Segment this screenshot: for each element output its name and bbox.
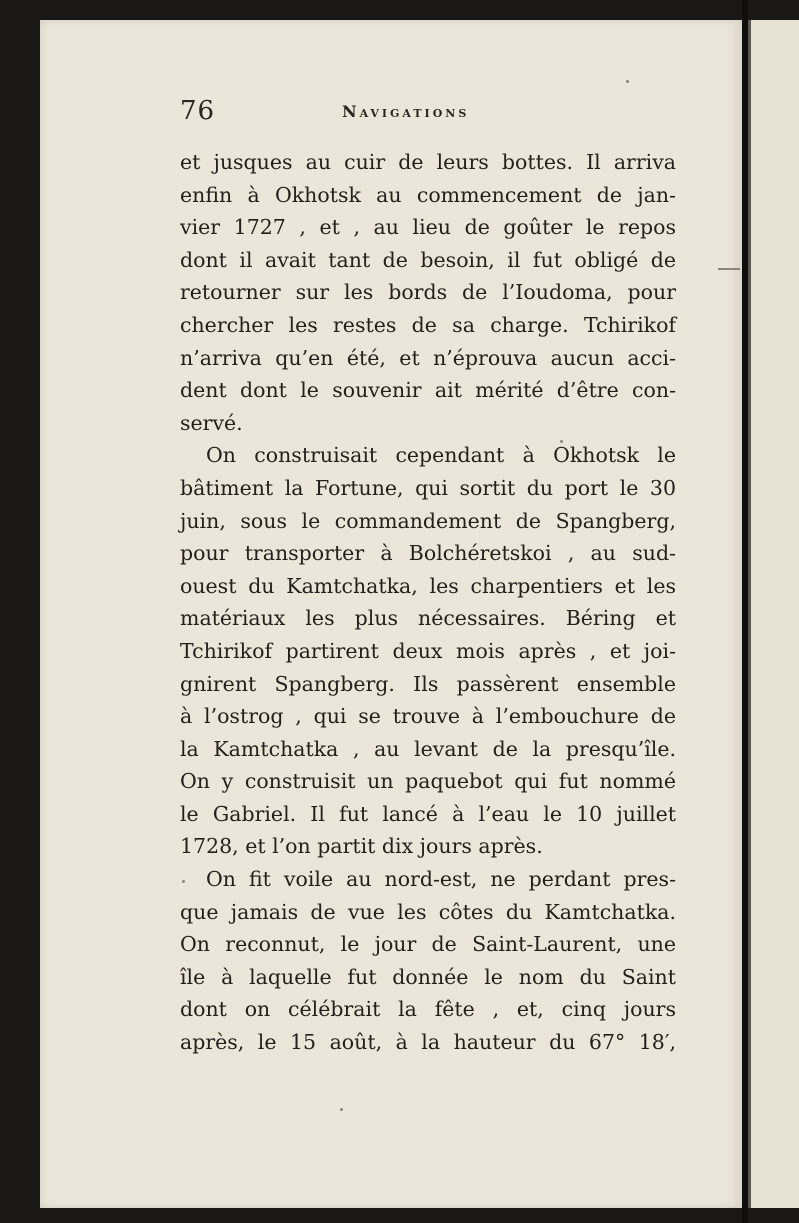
- text-line: juin, sous le commandement de Spangberg,: [180, 508, 676, 533]
- text-line: pour transporter à Bolchéretskoi , au sud-: [180, 541, 676, 566]
- paper-speck: [560, 440, 563, 443]
- text-line: matériaux les plus nécessaires. Béring et: [180, 606, 676, 631]
- paper-speck: [626, 80, 629, 83]
- text-line: le Gabriel. Il fut lancé à l’eau le 10 juillet: [180, 801, 676, 826]
- text-line: enfin à Okhotsk au commencement de jan-: [180, 182, 676, 207]
- text-line: On reconnut, le jour de Saint-Laurent, une: [180, 932, 676, 957]
- body-text: [180, 146, 676, 1059]
- text-line: après, le 15 août, à la hauteur du 67° 18′,: [180, 1030, 676, 1055]
- text-line: dont il avait tant de besoin, il fut obligé de: [180, 247, 676, 272]
- text-line: bâtiment la Fortune, qui sortit du port le 30: [180, 475, 676, 500]
- text-line: On y construisit un paquebot qui fut nommé: [180, 769, 676, 794]
- paper-speck: [182, 880, 185, 883]
- text-line: retourner sur les bords de l’Ioudoma, pour: [180, 280, 676, 305]
- paragraph-start-line: On fit voile au nord-est, ne perdant pres-: [206, 867, 676, 892]
- text-line: chercher les restes de sa charge. Tchirikof: [180, 312, 676, 337]
- text-line: servé.: [180, 410, 243, 435]
- text-line: que jamais de vue les côtes du Kamtchatka.: [180, 899, 676, 924]
- text-line: gnirent Spangberg. Ils passèrent ensemble: [180, 671, 676, 696]
- text-line: la Kamtchatka , au levant de la presqu’île.: [180, 736, 676, 761]
- text-line: vier 1727 , et , au lieu de goûter le repos: [180, 215, 676, 240]
- margin-mark: [718, 268, 740, 270]
- text-line: Tchirikof partirent deux mois après , et joi-: [180, 638, 676, 663]
- running-head: Navigations: [342, 102, 470, 121]
- page-header: [180, 96, 670, 136]
- facing-page-edge: [748, 20, 799, 1208]
- text-line: et jusques au cuir de leurs bottes. Il arriva: [180, 150, 676, 174]
- text-line: 1728, et l’on partit dix jours après.: [180, 834, 543, 859]
- paper-speck: [340, 1108, 343, 1111]
- text-line: ouest du Kamtchatka, les charpentiers et les: [180, 573, 676, 598]
- text-line: à l’ostrog , qui se trouve à l’embouchure de: [180, 704, 676, 729]
- text-line: île à laquelle fut donnée le nom du Saint: [180, 964, 676, 989]
- text-line: dent dont le souvenir ait mérité d’être con-: [180, 378, 676, 403]
- text-line: dont on célébrait la fête , et, cinq jours: [180, 997, 676, 1022]
- page-number: 76: [180, 96, 216, 126]
- paragraph-start-line: On construisait cependant à Okhotsk le: [206, 443, 676, 468]
- text-line: n’arriva qu’en été, et n’éprouva aucun acci-: [180, 345, 676, 370]
